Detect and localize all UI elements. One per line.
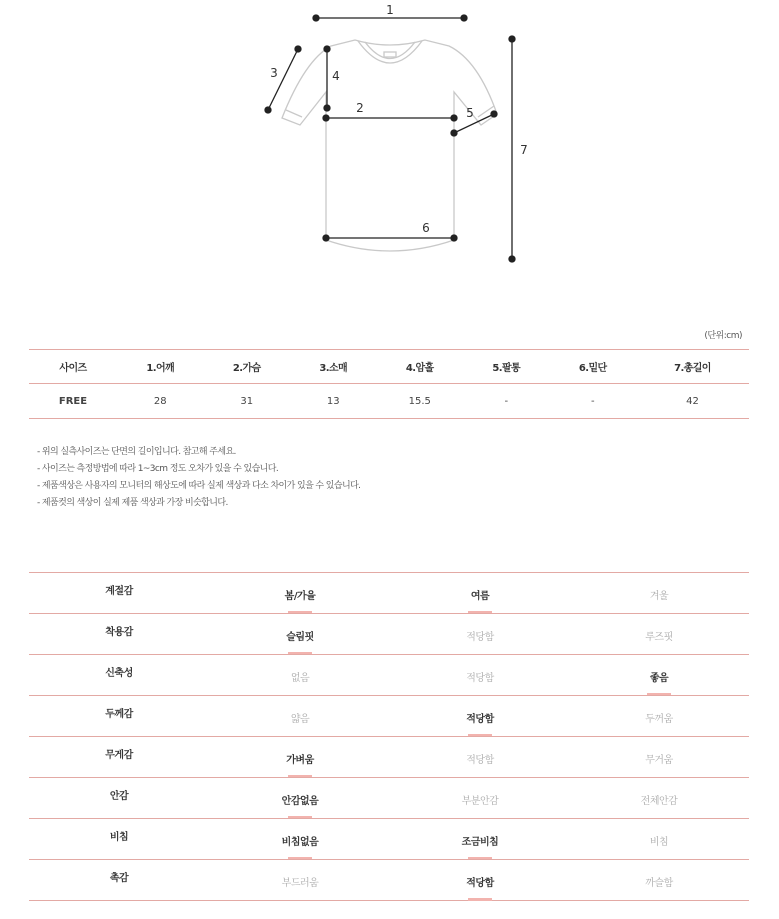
header-size: 사이즈 bbox=[29, 350, 117, 384]
fit-option: 부분안감 bbox=[461, 796, 499, 807]
label-6: 6 bbox=[422, 221, 430, 235]
fit-option: 적당함 bbox=[466, 632, 494, 643]
fit-option-selected: 안감없음 bbox=[240, 792, 360, 819]
fit-option: 적당함 bbox=[466, 755, 494, 766]
table-cell: - bbox=[550, 384, 637, 419]
header-total-length: 7.총길이 bbox=[636, 350, 749, 384]
fit-option: 겨울 bbox=[649, 591, 669, 602]
header-chest: 2.가슴 bbox=[204, 350, 291, 384]
fit-row bbox=[29, 572, 749, 613]
header-shoulder: 1.어깨 bbox=[117, 350, 204, 384]
fit-row-label: 무게감 bbox=[105, 750, 133, 761]
fit-option-selected: 가벼움 bbox=[240, 751, 360, 778]
table-cell: FREE bbox=[29, 384, 117, 419]
label-2: 2 bbox=[356, 101, 364, 115]
label-4: 4 bbox=[332, 69, 340, 83]
table-cell: 42 bbox=[636, 384, 749, 419]
fit-row bbox=[29, 695, 749, 736]
table-cell: 13 bbox=[290, 384, 377, 419]
fit-row-label: 비침 bbox=[109, 832, 129, 843]
table-row bbox=[29, 384, 749, 419]
fit-option-selected: 봄/가을 bbox=[240, 587, 360, 614]
size-table-header bbox=[29, 350, 749, 384]
table-cell: - bbox=[463, 384, 550, 419]
label-3: 3 bbox=[270, 66, 278, 80]
fit-row-label: 계절감 bbox=[105, 586, 133, 597]
fit-row-label: 촉감 bbox=[109, 873, 129, 884]
unit-label: (단위:cm) bbox=[704, 331, 742, 341]
fit-option-selected: 슬림핏 bbox=[240, 628, 360, 655]
header-hem: 6.밑단 bbox=[550, 350, 637, 384]
table-cell: 31 bbox=[204, 384, 291, 419]
fit-row-label: 착용감 bbox=[105, 627, 133, 638]
fit-option: 부드러움 bbox=[281, 878, 319, 889]
fit-row bbox=[29, 654, 749, 695]
note-item: - 제품색상은 사용자의 모니터의 해상도에 따라 실제 색상과 다소 차이가 있을 수 있습니다. bbox=[37, 481, 361, 491]
fit-row-label: 안감 bbox=[109, 791, 129, 802]
fit-row bbox=[29, 777, 749, 818]
fit-row bbox=[29, 818, 749, 859]
label-5: 5 bbox=[466, 106, 474, 120]
notes bbox=[37, 444, 360, 512]
fit-option: 두꺼움 bbox=[645, 714, 673, 725]
fit-option: 까슬함 bbox=[645, 878, 673, 889]
fit-option-selected: 여름 bbox=[420, 587, 540, 614]
fit-option: 전체안감 bbox=[640, 796, 678, 807]
tshirt-outline bbox=[282, 40, 497, 251]
fit-option-selected: 조금비침 bbox=[420, 833, 540, 860]
note-item: - 위의 실측사이즈는 단면의 길이입니다. 참고해 주세요. bbox=[37, 447, 236, 457]
fit-option-selected: 적당함 bbox=[420, 874, 540, 901]
measurement-diagram bbox=[0, 0, 779, 300]
fit-row-label: 두께감 bbox=[105, 709, 133, 720]
fit-row bbox=[29, 613, 749, 654]
fit-option: 없음 bbox=[290, 673, 310, 684]
label-1: 1 bbox=[386, 3, 394, 17]
fit-option: 적당함 bbox=[466, 673, 494, 684]
fit-option: 얇음 bbox=[290, 714, 310, 725]
table-cell: 28 bbox=[117, 384, 204, 419]
fit-option-selected: 좋음 bbox=[599, 669, 719, 696]
fit-row bbox=[29, 736, 749, 777]
header-sleeve: 3.소매 bbox=[290, 350, 377, 384]
size-table bbox=[29, 349, 749, 419]
table-cell: 15.5 bbox=[377, 384, 464, 419]
fit-option: 루즈핏 bbox=[645, 632, 673, 643]
fit-row-label: 신축성 bbox=[105, 668, 133, 679]
fit-option-selected: 적당함 bbox=[420, 710, 540, 737]
fit-info-table bbox=[29, 572, 749, 901]
note-item: - 제품컷의 색상이 실제 제품 색상과 가장 비슷합니다. bbox=[37, 498, 228, 508]
fit-option: 무거움 bbox=[645, 755, 673, 766]
fit-option: 비침 bbox=[649, 837, 669, 848]
header-arm-width: 5.팔통 bbox=[463, 350, 550, 384]
note-item: - 사이즈는 측정방법에 따라 1~3cm 정도 오차가 있을 수 있습니다. bbox=[37, 464, 279, 474]
header-armhole: 4.암홀 bbox=[377, 350, 464, 384]
label-7: 7 bbox=[520, 143, 528, 157]
fit-row bbox=[29, 859, 749, 901]
fit-option-selected: 비침없음 bbox=[240, 833, 360, 860]
